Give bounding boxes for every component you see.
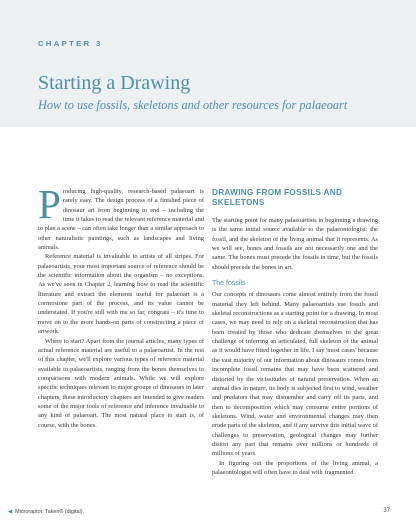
caption-text: Microraptor. Taken® (digital). [15,509,85,515]
body-paragraph: In figuring out the proportions of the living animal, a palaeontologist will often have to deal with fragmented [212,459,378,476]
chapter-header-band [0,0,416,127]
chapter-label: CHAPTER 3 [38,39,103,48]
caption-arrow-icon: ◀ [8,509,13,515]
body-paragraph: Our concepts of dinosaurs come almost entirely from the fossil material they left behind. Many palaeoartists use fossils and skeletal reconstructions as a starting point for a drawing. In most cases, we may need to rely on a skeletal reconstruction that has been created by those who dedicate themselves to the great challenge of inferring an articulated, full skeleton of the animal as it would have fitted together in life. I say 'most cases' because the vast majority of our information about dinosaurs comes from incomplete fossil remains that may have been scattered and distorted by the vicissitudes of natural preservation. When an animal dies in nature, its body is subjected first to wind, weather and predators that may dismember and carry off its parts, and then to decomposition which may consume entire portions of skeletons. Wind, water and environmental changes may then erode parts of the skeleton, and if any survive this initial wave of challenges to preservation, geological changes may further distort any part that remains over millions or hundreds of millions of years. [212,291,378,458]
body-paragraph: Where to start? Apart from the journal articles, many types of actual reference material are useful to a palaeoartist. In the rest of this chapter, we'll explore various types of reference material available to palaeoartists, ranging from the bones themselves to comparisons with modern animals. While we will explore specific techniques relevant to major groups of dinosaurs in later chapters, these introductory chapters are intended to give readers some of the major tools of reference and inference invaluable to any kind of palaeoart. The most natural place to start is, of course, with the bones. [38,337,204,429]
drop-cap: P [38,181,61,227]
page-number: 37 [383,508,390,514]
subsection-heading: The fossils [212,280,246,288]
section-heading: DRAWING FROM FOSSILS AND SKELETONS [212,188,343,207]
intro-paragraph [38,181,204,252]
section-intro-paragraph: The starting point for many palaeoartists in beginning a drawing is the same initial source available to the palaeontologist: the fossil, and the skeleton of the living animal that it represents. As we will see, bones and fossils are not necessarily one and the same. The bones must precede the fossils in time, but the fossils should precede the bones in art. [212,217,378,271]
body-paragraph: Reference material is invaluable to artists of all stripes. For palaeoartists, your most important source of reference should be the scientific information about the organism – no exceptions. As we've seen in Chapter 2, learning how to read the scientific literature and extract the elements useful for palaeoart is a cornerstone part of the process, and its value cannot be understated. If you're still with me so far, congrats – it's time to move on to the more hands-on parts of constructing a piece of artwork. [38,253,204,336]
chapter-subtitle: How to use fossils, skeletons and other resources for palaeoart [38,98,348,112]
intro-paragraph-text: roducing high-quality, research-based palaeoart is rarely easy. The design process of a finished piece of dinosaur art from beginning to end – including the time it takes to read the relevant reference material and to plan a scene – can often take longer than a similar approach to other naturalistic paintings, such as landscapes and living animals. [38,188,204,252]
figure-caption [8,509,84,515]
right-column [212,188,378,477]
chapter-title: Starting a Drawing [38,72,191,94]
left-column [38,181,204,430]
